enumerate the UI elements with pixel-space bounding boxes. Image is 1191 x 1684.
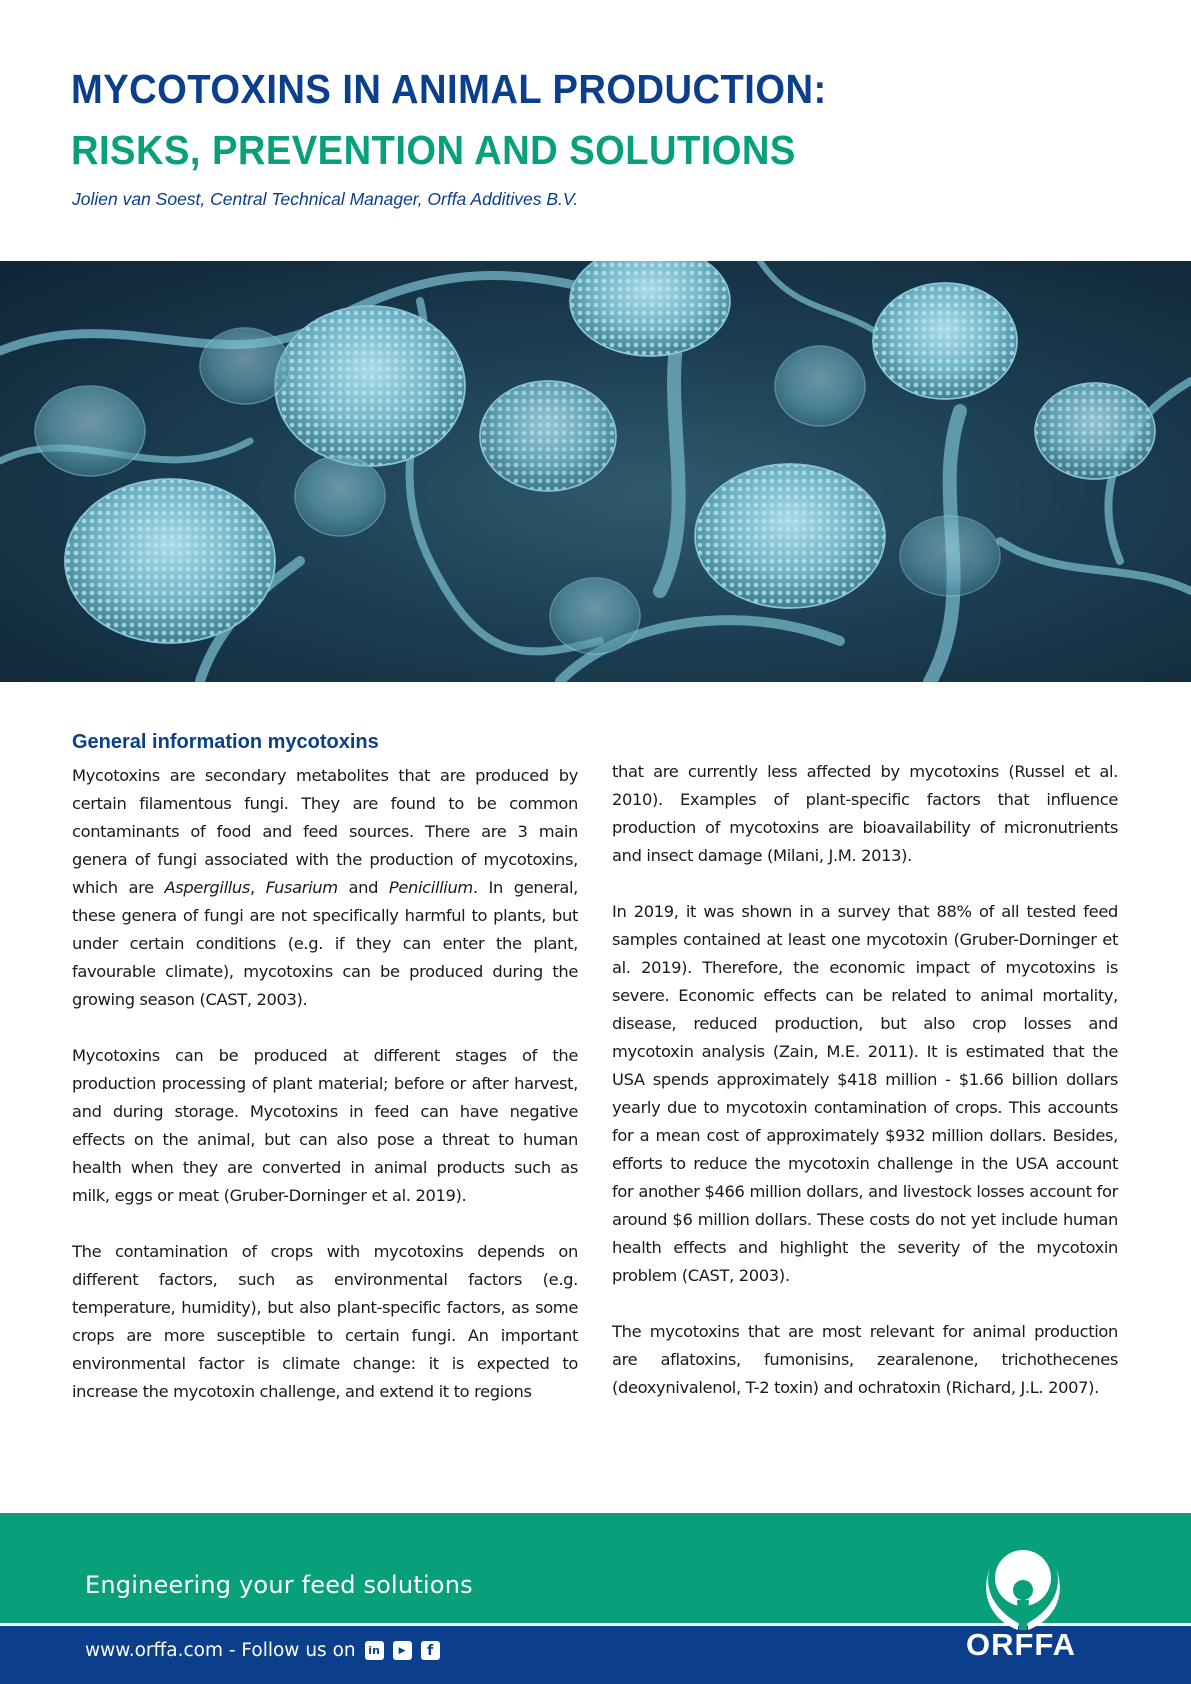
paragraph: Mycotoxins can be produced at different stages of the production processing of plant material; before or after harvest, and during storage. Mycotoxins in feed can have negative effects on the animal, but can also pose a threat to human health when they are converted in animal products such as milk, eggs or meat (Gruber-Dorninger et al. 2019).: [72, 1046, 578, 1205]
hero-image-fungi: [0, 261, 1191, 682]
fungi-illustration: [0, 261, 1191, 682]
paragraph: The mycotoxins that are most relevant for animal production are aflatoxins, fumonisins, zearalenone, trichothecenes (deoxynivalenol, T-2 toxin) and ochratoxin (Richard, J.L. 2007).: [612, 1322, 1118, 1397]
youtube-icon[interactable]: ▶: [393, 1641, 412, 1660]
page-title-line2: RISKS, PREVENTION AND SOLUTIONS: [71, 127, 796, 173]
footer-follow: [85, 1640, 440, 1661]
article-column-left: [72, 732, 578, 1434]
facebook-icon[interactable]: f: [421, 1641, 440, 1660]
genus-aspergillus: Aspergillus: [164, 878, 251, 897]
text-run: and: [337, 878, 389, 897]
paragraph: In 2019, it was shown in a survey that 88% of all tested feed samples contained at least one mycotoxin (Gruber-Dorninger et al. 2019). Therefore, the economic impact of mycotoxins is severe. Economic effects can be related to animal mortality, disease, reduced production, but also crop losses and mycotoxin analysis (Zain, M.E. 2011). It is estimated that the USA spends approximately $418 million - $1.66 billion dollars yearly due to mycotoxin contamination of crops. This accounts for a mean cost of approximately $932 million dollars. Besides, efforts to reduce the mycotoxin challenge in the USA account for another $466 million dollars, and livestock losses account for around $6 million dollars. These costs do not yet include human health effects and highlight the severity of the mycotoxin problem (CAST, 2003).: [612, 902, 1118, 1285]
text-run: Mycotoxins are secondary metabolites that are produced by certain filamentous fungi. They are found to be common contaminants of food and feed sources. There are 3 main genera of fungi associated with the production of mycotoxins, which are: [72, 766, 578, 897]
logo-wordmark: ORFFA: [966, 1627, 1077, 1662]
linkedin-icon[interactable]: in: [365, 1641, 384, 1660]
paragraph: The contamination of crops with mycotoxins depends on different factors, such as environmental factors (e.g. temperature, humidity), but also plant-specific factors, as some crops are more susceptible to certain fungi. An important environmental factor is climate change: it is expected to increase the mycotoxin challenge, and extend it to regions: [72, 1242, 578, 1401]
footer-tagline: Engineering your feed solutions: [85, 1571, 473, 1599]
genus-penicillium: Penicillium: [388, 878, 473, 897]
page-title-line1: MYCOTOXINS IN ANIMAL PRODUCTION:: [71, 66, 827, 112]
website-link[interactable]: www.orffa.com - Follow us on: [85, 1640, 356, 1661]
author-byline: Jolien van Soest, Central Technical Manager, Orffa Additives B.V.: [72, 189, 579, 209]
text-run: ,: [250, 878, 266, 897]
text-run: . In general, these genera of fungi are not specifically harmful to plants, but under certain conditions (e.g. if they can enter the plant, favourable climate), mycotoxins can be produced during the growing season (CAST, 2003).: [72, 878, 579, 1009]
genus-fusarium: Fusarium: [265, 878, 338, 897]
paragraph: that are currently less affected by mycotoxins (Russel et al. 2010). Examples of plant-specific factors that influence production of mycotoxins are bioavailability of micronutrients and insect damage (Milani, J.M. 2013).: [612, 762, 1118, 865]
section-heading: General information mycotoxins: [72, 731, 379, 753]
article-column-right: [612, 758, 1118, 1430]
paragraph: [72, 762, 578, 1014]
